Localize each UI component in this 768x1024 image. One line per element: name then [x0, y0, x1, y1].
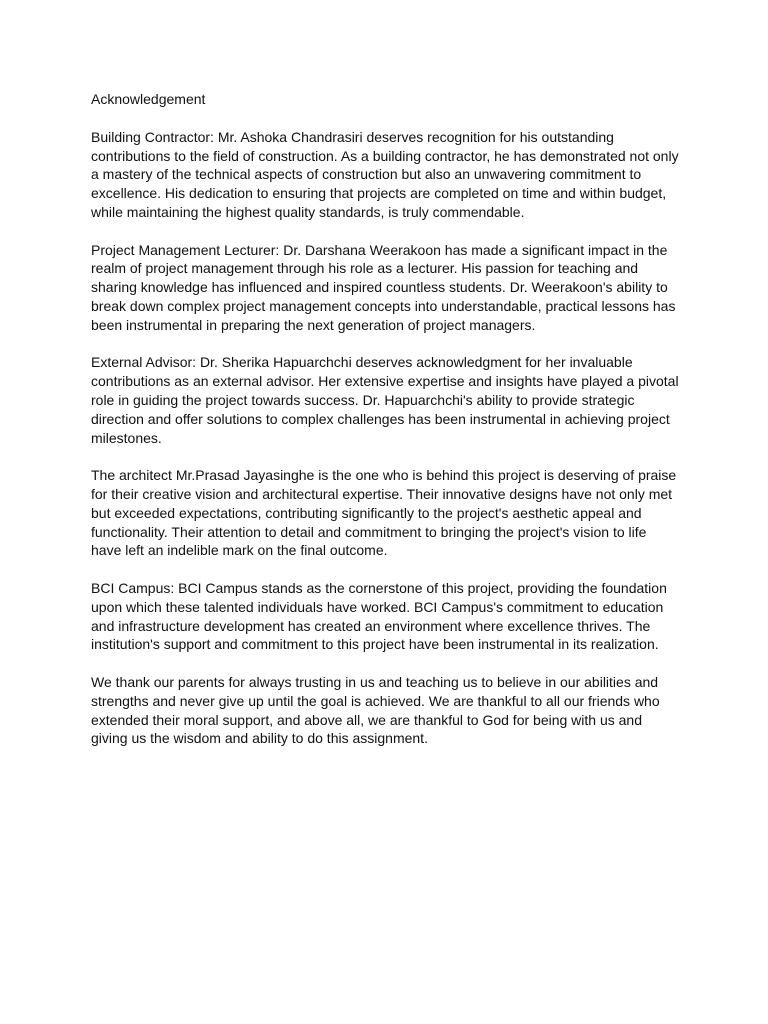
document-title: Acknowledgement — [91, 91, 206, 107]
paragraph-project-management-lecturer: Project Management Lecturer: Dr. Darshana Weerakoon has made a significant impact in the realm of project management through his role as a lecturer. His passion for teaching and sharing knowledge has influenced and inspired countless students. Dr. Weerakoon's ability to break down complex project management concepts into understandable, practical lessons has been instrumental in preparing the next generation of project managers. — [91, 241, 676, 333]
paragraph-building-contractor: Building Contractor: Mr. Ashoka Chandrasiri deserves recognition for his outstanding contributions to the field of construction. As a building contractor, he has demonstrated not only a mastery of the technical aspects of construction but also an unwavering commitment to excellence. His dedication to ensuring that projects are completed on time and within budget, while maintaining the highest quality standards, is truly commendable. — [91, 128, 679, 220]
paragraph-external-advisor: External Advisor: Dr. Sherika Hapuarchchi deserves acknowledgment for her invaluable contributions as an external advisor. Her extensive expertise and insights have played a pivotal role in guiding the project towards success. Dr. Hapuarchchi's ability to provide strategic direction and offer solutions to complex challenges has been instrumental in achieving project milestones. — [91, 354, 679, 446]
paragraph-bci-campus: BCI Campus: BCI Campus stands as the cornerstone of this project, providing the foundation upon which these talented individuals have worked. BCI Campus's commitment to education and infrastructure development has created an environment where excellence thrives. The institution's support and commitment to this project have been instrumental in its realization. — [91, 579, 667, 653]
paragraph-thanks-parents-friends: We thank our parents for always trusting in us and teaching us to believe in our abilities and strengths and never give up until the goal is achieved. We are thankful to all our friends who extended their moral support, and above all, we are thankful to God for being with us and giving us the wisdom and ability to do this assignment. — [91, 673, 660, 747]
document-body — [91, 90, 679, 767]
paragraph-architect: The architect Mr.Prasad Jayasinghe is the one who is behind this project is deserving of praise for their creative vision and architectural expertise. Their innovative designs have not only met but exceeded expectations, contributing significantly to the project's aesthetic appeal and functionality. Their attention to detail and commitment to bringing the project's vision to life have left an indelible mark on the final outcome. — [91, 467, 677, 559]
